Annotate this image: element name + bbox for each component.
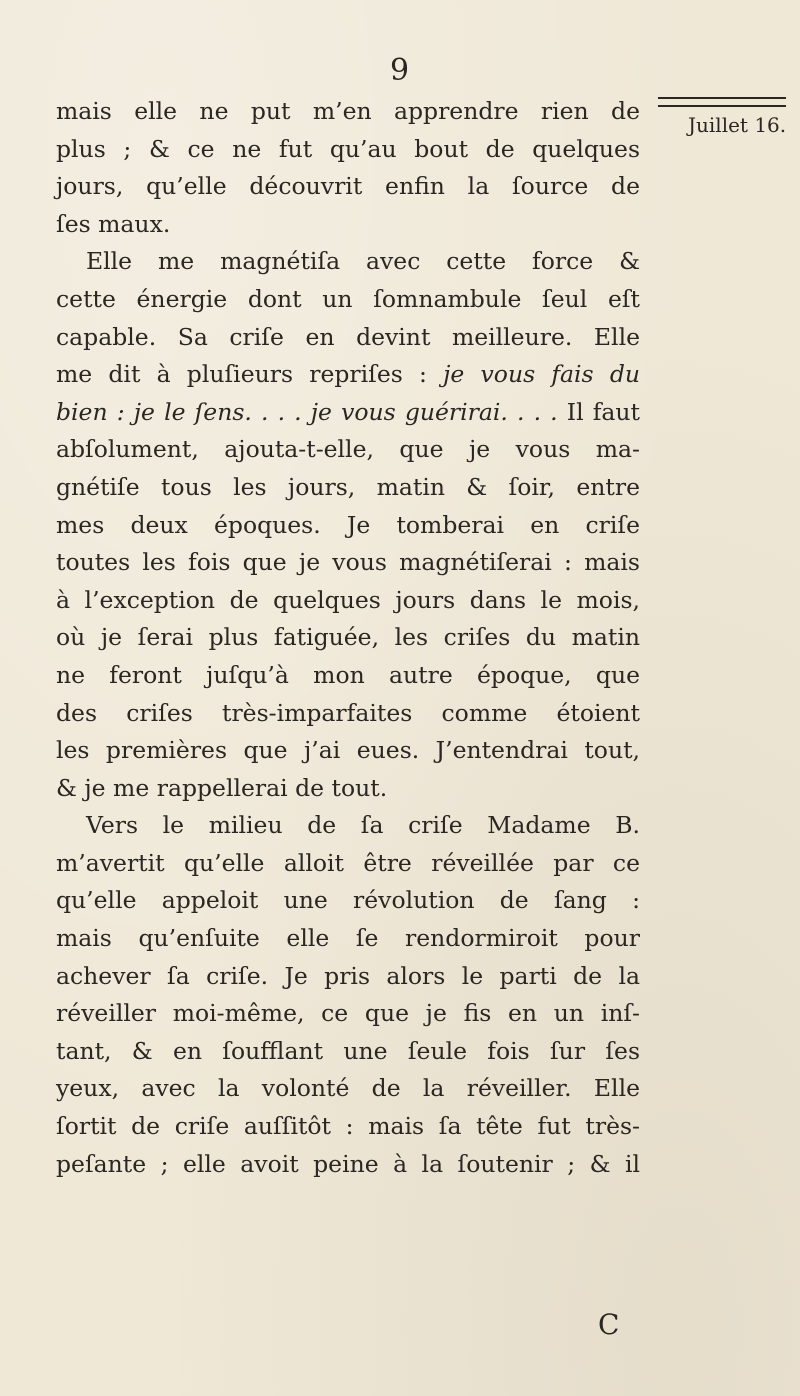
text-line: les premières que j’ai eues. J’entendrai tout, bbox=[56, 736, 640, 765]
paragraph-start-line: Elle me magnétiſa avec cette force & bbox=[86, 247, 640, 276]
text-line: ſes maux. bbox=[56, 209, 171, 238]
quoted-speech: je vous fais du bbox=[443, 360, 640, 389]
text-line: ſortit de criſe auſſitôt : mais ſa tête fut très- bbox=[56, 1112, 640, 1141]
margin-date-note: Juillet 16. bbox=[688, 113, 787, 137]
text-line: qu’elle appeloit une révolution de ſang : bbox=[56, 886, 640, 915]
text-line: cette énergie dont un ſomnambule ſeul eſt bbox=[56, 284, 640, 313]
text-line: réveiller moi-même, ce que je fis en un inſ- bbox=[56, 999, 640, 1028]
text-line: mais elle ne put m’en apprendre rien de bbox=[56, 97, 640, 125]
text-line: tant, & en ſoufflant une ſeule fois ſur ſes bbox=[56, 1036, 640, 1065]
text-segment: Il faut bbox=[566, 397, 640, 426]
body-text bbox=[56, 93, 640, 1183]
paragraph-start-line: Vers le milieu de ſa criſe Madame B. bbox=[86, 811, 640, 840]
page-number: 9 bbox=[389, 53, 411, 88]
text-line bbox=[56, 394, 640, 432]
text-line: des criſes très-imparfaites comme étoient bbox=[56, 698, 640, 727]
text-segment: me dit à pluſieurs repriſes : bbox=[56, 360, 427, 389]
text-line: m’avertit qu’elle alloit être réveillée par ce bbox=[56, 848, 640, 877]
text-line: mes deux époques. Je tomberai en criſe bbox=[56, 510, 640, 539]
text-line: ne feront juſqu’à mon autre époque, que bbox=[56, 660, 640, 689]
text-line: jours, qu’elle découvrit enfin la ſource de bbox=[56, 172, 640, 201]
text-line: où je ſerai plus fatiguée, les criſes du matin bbox=[56, 623, 640, 652]
text-line: & je me rappellerai de tout. bbox=[56, 773, 388, 802]
text-line: abſolument, ajouta-t-elle, que je vous ma- bbox=[56, 435, 640, 464]
quoted-speech: bien : je le ſens. . . . je vous guérirai. . . . bbox=[56, 397, 558, 426]
margin-rule bbox=[658, 97, 786, 107]
text-line: yeux, avec la volonté de la réveiller. Elle bbox=[56, 1074, 640, 1103]
text-line: plus ; & ce ne fut qu’au bout de quelques bbox=[56, 134, 640, 163]
signature-mark: C bbox=[598, 1308, 620, 1341]
text-line: peſante ; elle avoit peine à la ſoutenir ; & il bbox=[56, 1149, 640, 1178]
text-line: capable. Sa criſe en devint meilleure. Elle bbox=[56, 322, 640, 351]
text-line bbox=[56, 356, 640, 394]
text-line: toutes les fois que je vous magnétiſerai : mais bbox=[56, 548, 640, 577]
text-line: gnétiſe tous les jours, matin & ſoir, entre bbox=[56, 472, 640, 501]
text-line: achever ſa criſe. Je pris alors le parti de la bbox=[56, 961, 640, 990]
text-line: mais qu’enſuite elle ſe rendormiroit pour bbox=[56, 924, 640, 953]
text-line: à l’exception de quelques jours dans le mois, bbox=[56, 585, 640, 614]
